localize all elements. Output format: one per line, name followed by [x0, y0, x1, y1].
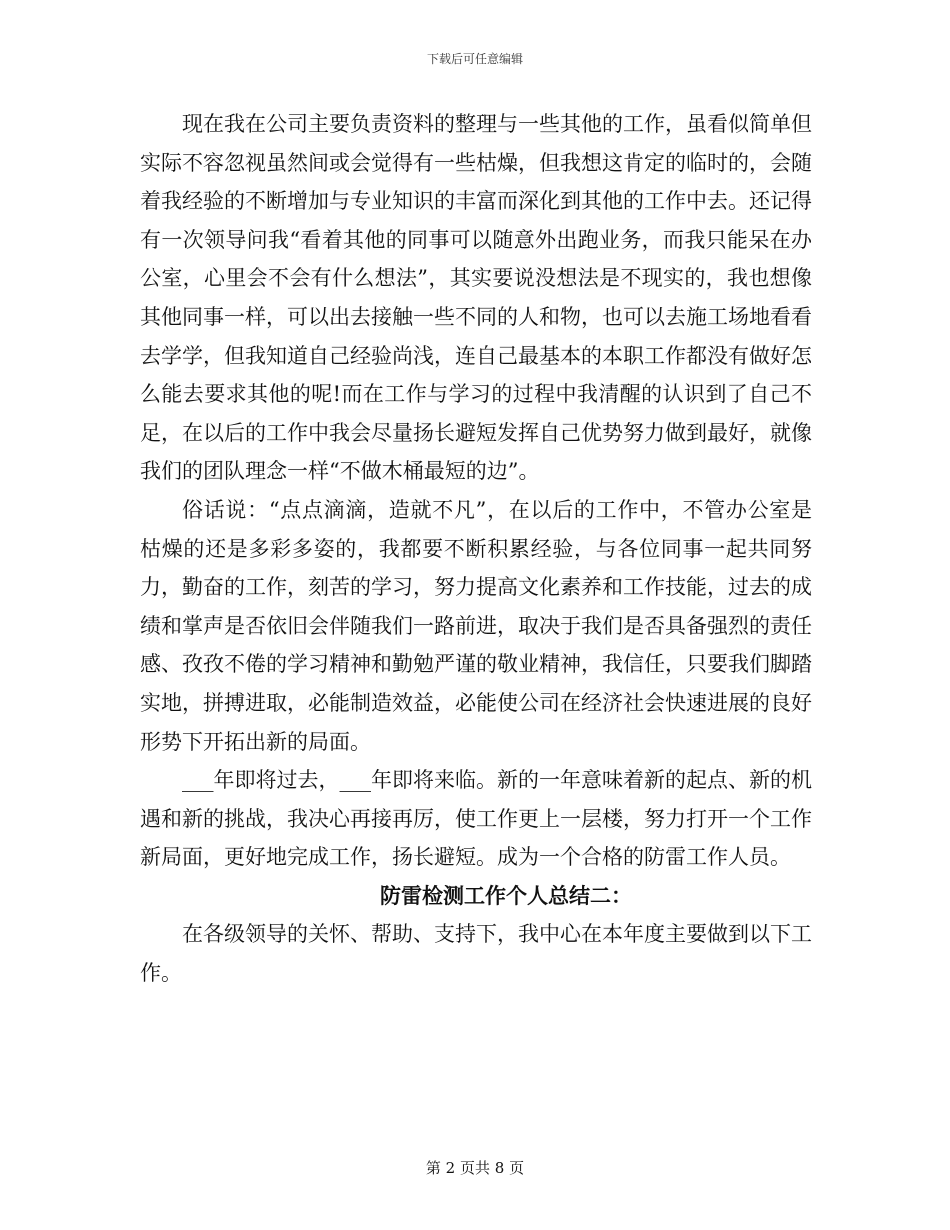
paragraph: 在各级领导的关怀、帮助、支持下，我中心在本年度主要做到以下工作。: [140, 922, 812, 986]
paragraph: ___年即将过去，___年即将来临。新的一年意味着新的起点、新的机遇和新的挑战，我决心再接再厉，使工作更上一层楼，努力打开一个工作新局面，更好地完成工作，扬长避短。成为一个合格的防雷工作人员。: [140, 768, 812, 870]
section-title: 防雷检测工作个人总结二：: [380, 882, 632, 908]
page-header: 下载后可任意编辑: [426, 52, 523, 66]
paragraph: 俗话说：“点点滴滴，造就不凡”，在以后的工作中，不管办公室是枯燥的还是多彩多姿的，我都要不断积累经验，与各位同事一起共同努力，勤奋的工作，刻苦的学习，努力提高文化素养和工作技能，过去的成绩和掌声是否依旧会伴随我们一路前进，取决于我们是否具备强烈的责任感、孜孜不倦的学习精神和勤勉严谨的敬业精神，我信任，只要我们脚踏实地，拼搏进取，必能制造效益，必能使公司在经济社会快速进展的良好形势下开拓出新的局面。: [140, 497, 812, 754]
page-footer: 第 2 页共 8 页: [425, 1159, 525, 1177]
paragraph: 现在我在公司主要负责资料的整理与一些其他的工作，虽看似简单但实际不容忽视虽然间或会觉得有一些枯燥，但我想这肯定的临时的，会随着我经验的不断增加与专业知识的丰富而深化到其他的工作中去。还记得有一次领导问我“看着其他的同事可以随意外出跑业务，而我只能呆在办公室，心里会不会有什么想法”，其实要说没想法是不现实的，我也想像其他同事一样，可以出去接触一些不同的人和物，也可以去施工场地看看去学学，但我知道自己经验尚浅，连自己最基本的本职工作都没有做好怎么能去要求其他的呢!而在工作与学习的过程中我清醒的认识到了自己不足，在以后的工作中我会尽量扬长避短发挥自己优势努力做到最好，就像我们的团队理念一样“不做木桶最短的边”。: [140, 112, 812, 484]
document-body: [140, 105, 812, 993]
